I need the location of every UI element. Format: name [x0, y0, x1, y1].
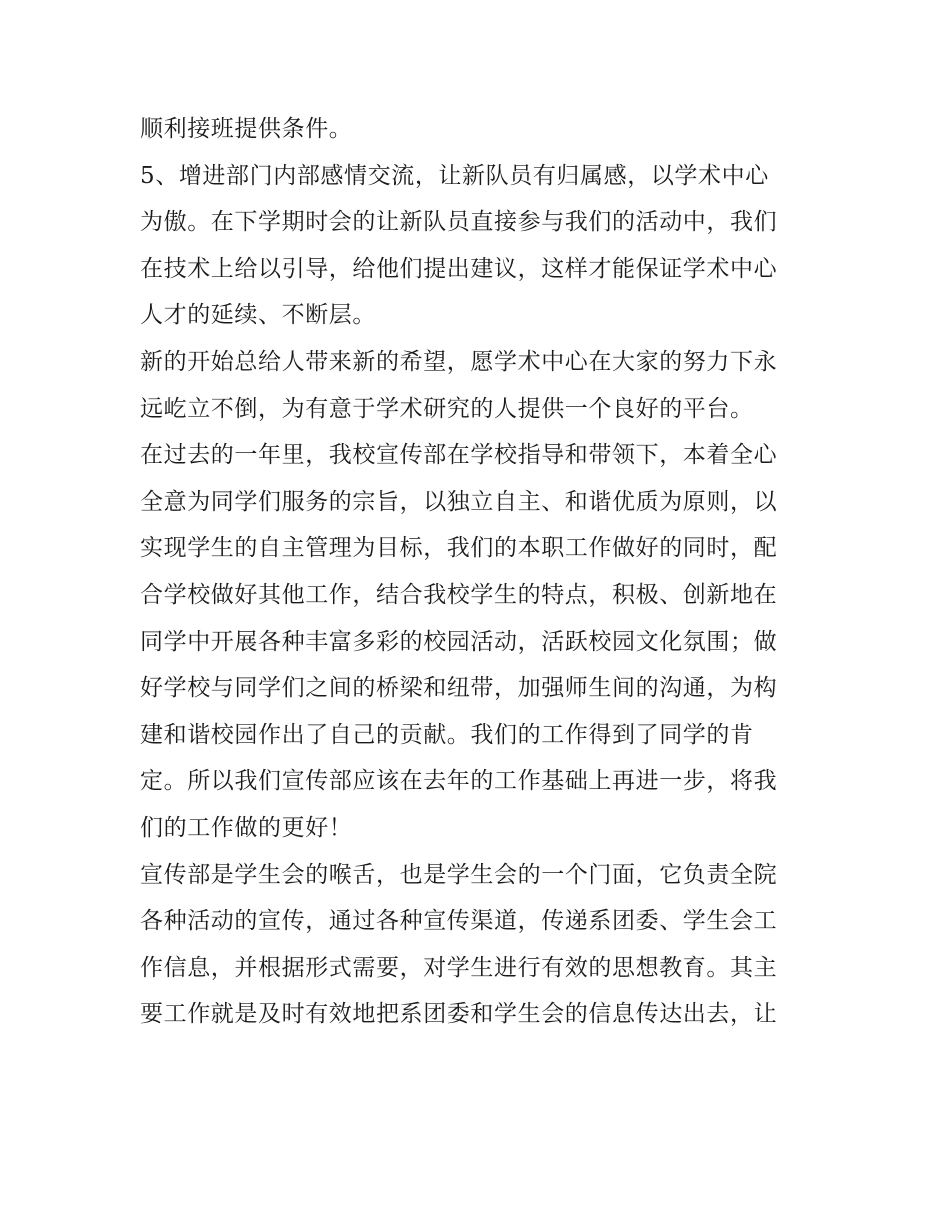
text-line: 顺利接班提供条件。 — [140, 116, 353, 142]
text-line: 要工作就是及时有效地把系团委和学生会的信息传达出去，让 — [140, 1001, 778, 1028]
document-body-text — [140, 106, 820, 1038]
text-line: 新的开始总给人带来新的希望，愿学术中心在大家的努力下永 — [140, 348, 778, 375]
text-line: 定。所以我们宣传部应该在去年的工作基础上再进一步，将我 — [140, 768, 778, 795]
text-line: 在技术上给以引导，给他们提出建议，这样才能保证学术中心 — [140, 255, 778, 282]
text-line: 为傲。在下学期时会的让新队员直接参与我们的活动中，我们 — [140, 209, 778, 236]
text-line: 全意为同学们服务的宗旨，以独立自主、和谐优质为原则，以 — [140, 488, 778, 515]
text-line: 宣传部是学生会的喉舌，也是学生会的一个门面，它负责全院 — [140, 861, 778, 888]
text-line: 在过去的一年里，我校宣传部在学校指导和带领下，本着全心 — [140, 442, 778, 469]
text-line: 们的工作做的更好！ — [140, 814, 353, 841]
text-line: 远屹立不倒，为有意于学术研究的人提供一个良好的平台。 — [140, 395, 754, 422]
text-line: 好学校与同学们之间的桥梁和纽带，加强师生间的沟通，为构 — [140, 675, 778, 702]
text-line: 5、增进部门内部感情交流，让新队员有归属感，以学术中心 — [140, 162, 769, 189]
text-line: 实现学生的自主管理为目标，我们的本职工作做好的同时，配 — [140, 535, 778, 562]
text-line: 人才的延续、不断层。 — [140, 302, 376, 329]
text-line: 各种活动的宣传，通过各种宣传渠道，传递系团委、学生会工 — [140, 908, 778, 935]
text-line: 合学校做好其他工作，结合我校学生的特点，积极、创新地在 — [140, 581, 778, 608]
text-line: 建和谐校园作出了自己的贡献。我们的工作得到了同学的肯 — [140, 721, 754, 748]
text-line: 作信息，并根据形式需要，对学生进行有效的思想教育。其主 — [140, 954, 778, 981]
text-line: 同学中开展各种丰富多彩的校园活动，活跃校园文化氛围；做 — [140, 628, 778, 655]
